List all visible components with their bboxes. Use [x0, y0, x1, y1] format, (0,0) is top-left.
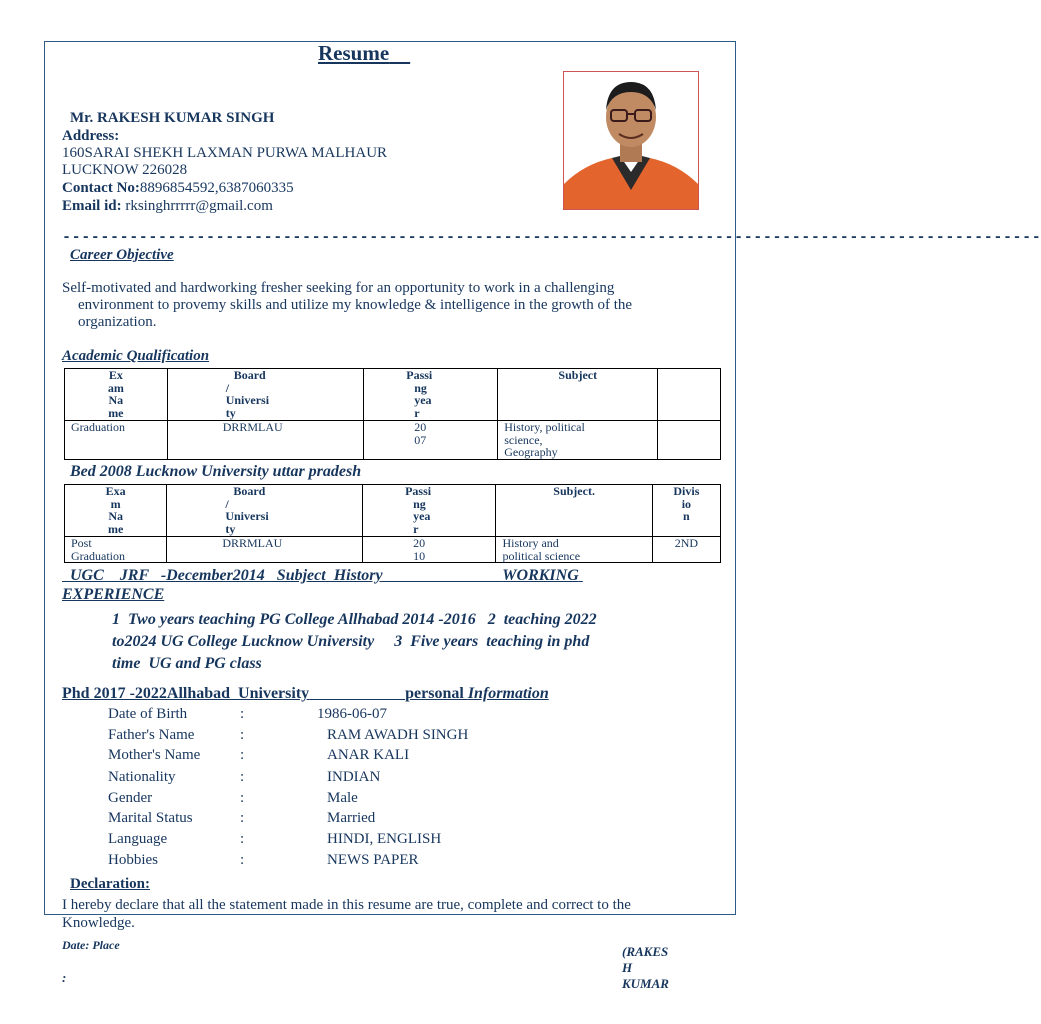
table-row: [65, 537, 721, 563]
personal-sep: :: [240, 706, 245, 722]
personal-sep: :: [240, 831, 245, 847]
cell-board: DRRMLAU: [167, 537, 363, 563]
address-line-2: LUCKNOW 226028: [62, 162, 188, 178]
personal-label: Nationality: [108, 769, 176, 785]
career-objective-line-1: Self-motivated and hardworking fresher seeking for an opportunity to work in a challenging: [62, 280, 615, 296]
declaration-line-2: Knowledge.: [62, 915, 135, 931]
personal-label: Mother's Name: [108, 747, 201, 763]
profile-photo: [563, 71, 699, 210]
personal-sep: :: [240, 852, 245, 868]
personal-sep: :: [240, 810, 245, 826]
cell-board: DRRMLAU: [167, 421, 364, 460]
header-passing-year: Passi ng yea r: [364, 369, 498, 421]
cell-division: 2ND: [652, 537, 720, 563]
email-value: rksinghrrrrr@gmail.com: [125, 198, 273, 214]
header-board: Board / Universi ty: [167, 485, 363, 537]
experience-line-3: time UG and PG class: [112, 655, 262, 672]
bed-line: Bed 2008 Lucknow University uttar pradesh: [70, 463, 362, 480]
academic-table-post-graduation: [64, 484, 721, 563]
personal-value: INDIAN: [327, 769, 381, 785]
personal-value: Male: [327, 790, 358, 806]
candidate-name: Mr. RAKESH KUMAR SINGH: [70, 110, 275, 126]
personal-label: Marital Status: [108, 810, 193, 826]
header-board: Board / Universi ty: [167, 369, 364, 421]
table-row: [65, 421, 721, 460]
career-objective-line-2: environment to provemy skills and utilize my knowledge & intelligence in the growth of the: [78, 297, 633, 313]
contact-label: Contact No:: [62, 180, 140, 196]
experience-line-2: to2024 UG College Lucknow University 3 Five years teaching in phd: [112, 633, 590, 650]
declaration-line-1: I hereby declare that all the statement made in this resume are true, complete and correct to the: [62, 897, 631, 913]
personal-sep: :: [240, 747, 245, 763]
personal-sep: :: [240, 727, 245, 743]
cell-exam: Graduation: [65, 421, 168, 460]
personal-value: RAM AWADH SINGH: [327, 727, 469, 743]
personal-value: ANAR KALI: [327, 747, 410, 763]
table-header-row: [65, 369, 721, 421]
cell-year: 20 07: [364, 421, 498, 460]
signature-name: (RAKES H KUMAR: [622, 944, 669, 991]
experience-heading: EXPERIENCE: [62, 586, 165, 603]
header-subject: Subject: [498, 369, 658, 421]
address-label: Address:: [62, 128, 120, 144]
personal-value: Married: [327, 810, 376, 826]
header-exam-name: Ex am Na me: [65, 369, 168, 421]
personal-sep: :: [240, 769, 245, 785]
personal-label: Hobbies: [108, 852, 158, 868]
personal-label: Date of Birth: [108, 706, 188, 722]
cell-exam: Post Graduation: [65, 537, 167, 563]
header-subject: Subject.: [496, 485, 652, 537]
table-header-row: [65, 485, 721, 537]
personal-label: Language: [108, 831, 168, 847]
academic-table-graduation: [64, 368, 721, 460]
personal-value: NEWS PAPER: [327, 852, 419, 868]
header-passing-year: Passi ng yea r: [363, 485, 496, 537]
personal-value: HINDI, ENGLISH: [327, 831, 442, 847]
phd-personal-line: [62, 685, 634, 703]
cell-subject: History, political science, Geography: [498, 421, 658, 460]
contact-value: 8896854592,6387060335: [139, 180, 294, 196]
header-division: Divis io n: [652, 485, 720, 537]
address-line-1: 160SARAI SHEKH LAXMAN PURWA MALHAUR: [62, 145, 388, 161]
personal-label: Gender: [108, 790, 153, 806]
declaration-heading: Declaration:: [70, 876, 150, 892]
page-title: Resume: [318, 41, 390, 65]
email-row: [62, 198, 273, 215]
phd-line: Phd 2017 -2022Allhabad University: [62, 685, 310, 702]
personal-info-heading: personal Information: [405, 685, 549, 702]
academic-qualification-heading: Academic Qualification: [62, 348, 210, 364]
career-objective-line-3: organization.: [78, 314, 157, 330]
header-exam-name: Exa m Na me: [65, 485, 167, 537]
personal-label: Father's Name: [108, 727, 195, 743]
email-label: Email id:: [62, 198, 126, 214]
cell-year: 20 10: [363, 537, 496, 563]
personal-sep: :: [240, 790, 245, 806]
header-division: [658, 369, 721, 421]
ugc-jrf-line: UGC JRF -December2014 Subject History WORKING: [70, 567, 579, 584]
personal-value: 1986-06-07: [317, 706, 387, 722]
date-place-label: Date: Place: [62, 938, 120, 952]
experience-line-1: 1 Two years teaching PG College Allhabad 2014 -2016 2 teaching 2022: [112, 611, 597, 628]
date-place-colon: :: [62, 970, 67, 985]
cell-division: [658, 421, 721, 460]
separator-line: ------------------------------------------------------------------------------------------------------: [62, 229, 1041, 246]
career-objective-heading: Career Objective: [70, 247, 174, 263]
cell-subject: History and political science: [496, 537, 652, 563]
contact-row: [62, 180, 294, 197]
